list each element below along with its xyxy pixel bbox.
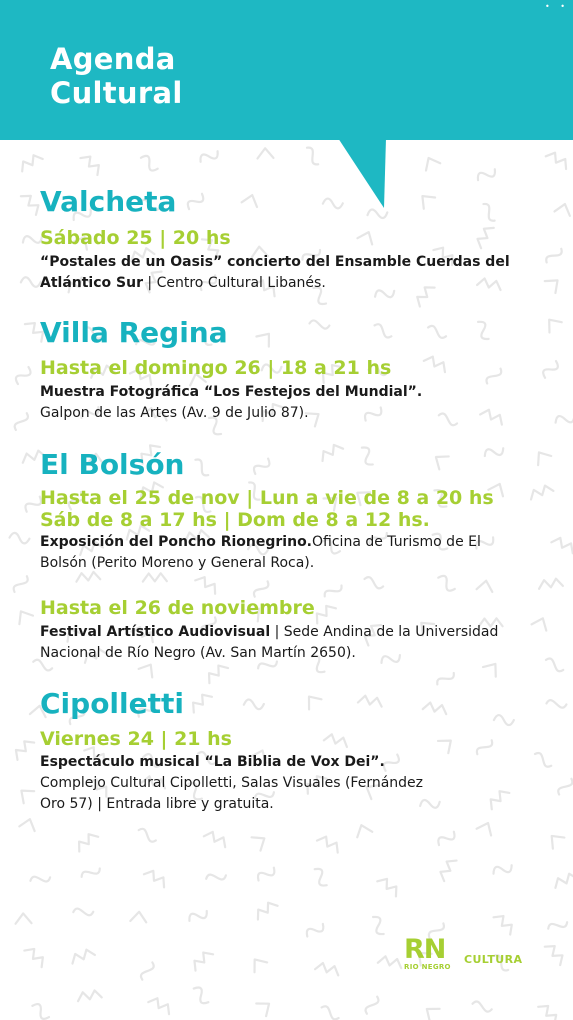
event-date-el-bolson-line-2: Sáb de 8 a 17 hs | Dom de 8 a 12 hs. bbox=[40, 509, 430, 531]
page-title-line-1: Agenda bbox=[50, 42, 176, 76]
city-title-el-bolson: El Bolsón bbox=[40, 448, 185, 481]
event-title-villa-regina: Muestra Fotográfica “Los Festejos del Mundial”. bbox=[40, 384, 423, 400]
logo-label: CULTURA bbox=[464, 953, 523, 966]
logo-mark-subtitle: RIO NEGRO bbox=[404, 963, 451, 971]
event-description-valcheta bbox=[40, 252, 535, 294]
page-title-line-2: Cultural bbox=[50, 76, 183, 110]
page-title bbox=[50, 42, 183, 110]
rio-negro-logo-icon bbox=[404, 934, 523, 972]
city-title-villa-regina: Villa Regina bbox=[40, 316, 228, 349]
event-date-festival: Hasta el 26 de noviembre bbox=[40, 597, 315, 619]
event-date-valcheta: Sábado 25 | 20 hs bbox=[40, 227, 231, 249]
event-description-cipolletti bbox=[40, 752, 440, 815]
event-venue-el-bolson: Oficina de Turismo de El Bolsón (Perito Moreno y General Roca). bbox=[40, 534, 481, 571]
city-title-cipolletti: Cipolletti bbox=[40, 687, 184, 720]
event-description-festival bbox=[40, 622, 520, 664]
event-title-valcheta: “Postales de un Oasis” concierto del Ensamble Cuerdas del Atlántico Sur bbox=[40, 254, 510, 291]
event-title-el-bolson: Exposición del Poncho Rionegrino. bbox=[40, 534, 313, 550]
event-venue-villa-regina: Galpon de las Artes (Av. 9 de Julio 87). bbox=[40, 405, 309, 421]
event-title-festival: Festival Artístico Audiovisual bbox=[40, 624, 271, 640]
event-venue-valcheta: | Centro Cultural Libanés. bbox=[142, 275, 326, 291]
event-description-el-bolson bbox=[40, 532, 530, 574]
event-date-el-bolson-line-1: Hasta el 25 de nov | Lun a vie de 8 a 20 hs bbox=[40, 487, 494, 509]
corner-dots-icon: • • bbox=[545, 2, 569, 11]
logo-mark: RN bbox=[404, 934, 446, 965]
event-venue-cipolletti: Complejo Cultural Cipolletti, Salas Visuales (Fernández Oro 57) | Entrada libre y gratuita. bbox=[40, 775, 424, 812]
event-venue-festival: | Sede Andina de la Universidad Nacional de Río Negro (Av. San Martín 2650). bbox=[40, 624, 499, 661]
event-description-villa-regina bbox=[40, 382, 520, 424]
event-date-villa-regina: Hasta el domingo 26 | 18 a 21 hs bbox=[40, 357, 392, 379]
event-date-cipolletti: Viernes 24 | 21 hs bbox=[40, 728, 232, 750]
event-title-cipolletti: Espectáculo musical “La Biblia de Vox Dei”. bbox=[40, 754, 385, 770]
city-title-valcheta: Valcheta bbox=[40, 185, 177, 218]
